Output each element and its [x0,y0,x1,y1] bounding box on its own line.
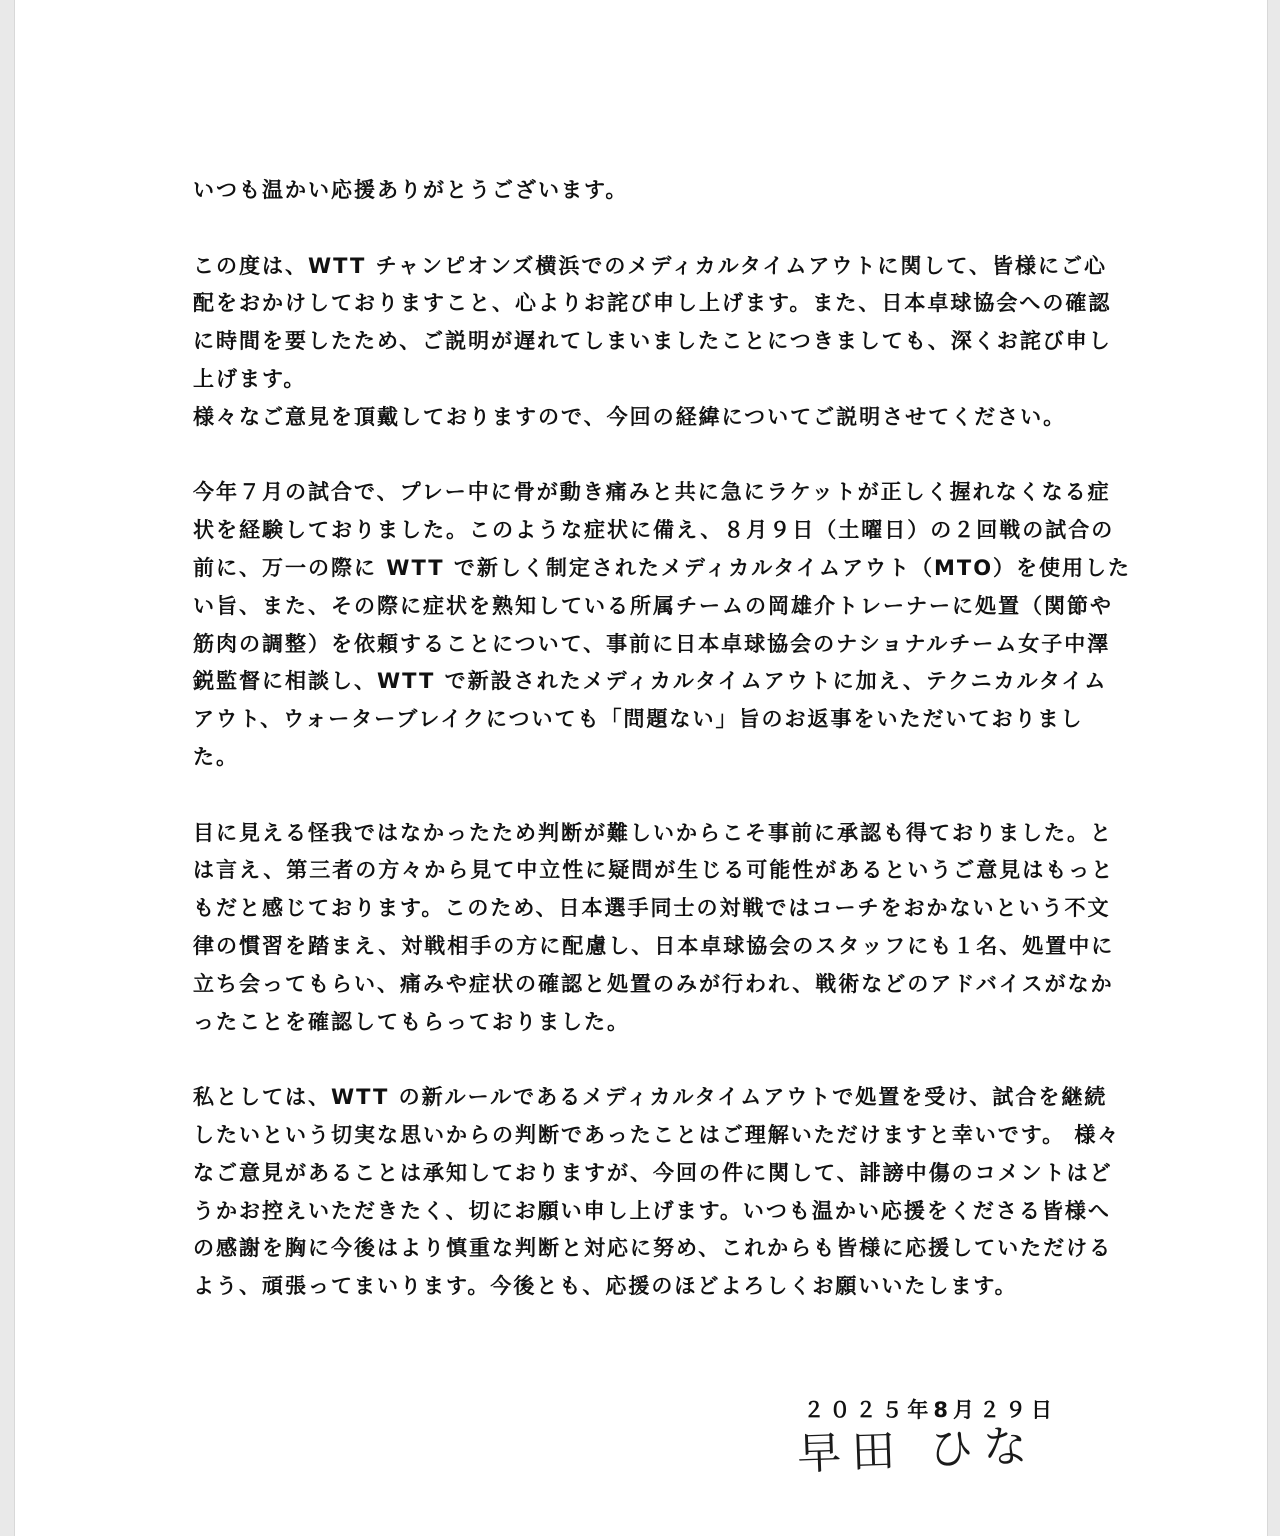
paragraph-line: 鋭監督に相談し、WTT で新設されたメディカルタイムアウトに加え、テクニカルタイム [193,669,1108,694]
paragraph-line: い旨、また、その際に症状を熟知している所属チームの岡雄介トレーナーに処置（関節や [193,593,1113,618]
paragraph-line: もだと感じております。このため、日本選手同士の対戦ではコーチをおかないという不文 [193,896,1111,921]
paragraph-line: 筋肉の調整）を依頼することについて、事前に日本卓球協会のナショナルチーム女子中澤 [193,631,1111,656]
handwritten-signature: 早田 ひな [796,1420,1038,1481]
paragraph-4 [193,1079,1121,1306]
greeting [193,172,1093,210]
paragraph-line: は言え、第三者の方々から見て中立性に疑問が生じる可能性があるというご意見はもっと [193,858,1115,883]
paragraph-line: 私としては、WTT の新ルールであるメディカルタイムアウトで処置を受け、試合を継続 [193,1085,1108,1110]
paragraph-line: この度は、WTT チャンピオンズ横浜でのメディカルタイムアウトに関して、皆様にご心 [193,253,1107,278]
paragraph-line: 律の慣習を踏まえ、対戦相手の方に配慮し、日本卓球協会のスタッフにも１名、処置中に [193,933,1115,958]
greeting-line: いつも温かい応援ありがとうございます。 [193,178,629,202]
letter-page [14,0,1268,1536]
paragraph-line: したいという切実な思いからの判断であったことはご理解いただけますと幸いです。 様々 [193,1122,1121,1147]
paragraph-line: よう、頑張ってまいります。今後とも、応援のほどよろしくお願いいたします。 [193,1274,1018,1299]
letter-date: ２０２５年8月２９日 [803,1398,1057,1422]
paragraph-line: 状を経験しておりました。このような症状に備え、８月９日（土曜日）の２回戦の試合の [193,518,1115,543]
paragraph-line: の感謝を胸に今後はより慎重な判断と対応に努め、これからも皆様に応援していただける [193,1236,1113,1261]
paragraph-line: に時間を要したため、ご説明が遅れてしまいましたことにつきましても、深くお詫び申し [193,329,1112,354]
paragraph-line: 様々なご意見を頂戴しておりますので、今回の経緯についてご説明させてください。 [193,404,1067,429]
paragraph-line: うかお控えいただきたく、切にお願い申し上げます。いつも温かい応援をくださる皆様へ [193,1198,1111,1223]
paragraph-line: アウト、ウォーターブレイクについても「問題ない」旨のお返事をいただいておりまし [193,707,1084,732]
letter-body [193,172,1132,1344]
paragraph-line: 上げます。 [193,366,307,391]
paragraph-line: た。 [193,744,239,769]
paragraph-line: ったことを確認してもらっておりました。 [193,1009,630,1034]
paragraph-3 [193,815,1115,1042]
paragraph-line: なご意見があることは承知しておりますが、今回の件に関して、誹謗中傷のコメントはど [193,1160,1113,1185]
paragraph-line: 立ち会ってもらい、痛みや症状の確認と処置のみが行われ、戦術などのアドバイスがなか [193,971,1114,996]
paragraph-line: 今年７月の試合で、プレー中に骨が動き痛みと共に急にラケットが正しく握れなくなる症 [193,480,1111,505]
paragraph-line: 目に見える怪我ではなかったため判断が難しいからこそ事前に承認も得ておりました。と [193,820,1113,845]
paragraph-line: 配をおかけしておりますこと、心よりお詫び申し上げます。また、日本卓球協会への確認 [193,291,1112,316]
paragraph-1 [193,248,1112,437]
paragraph-2 [193,474,1132,776]
paragraph-line: 前に、万一の際に WTT で新しく制定されたメディカルタイムアウト（MTO）を使用した [193,555,1132,580]
